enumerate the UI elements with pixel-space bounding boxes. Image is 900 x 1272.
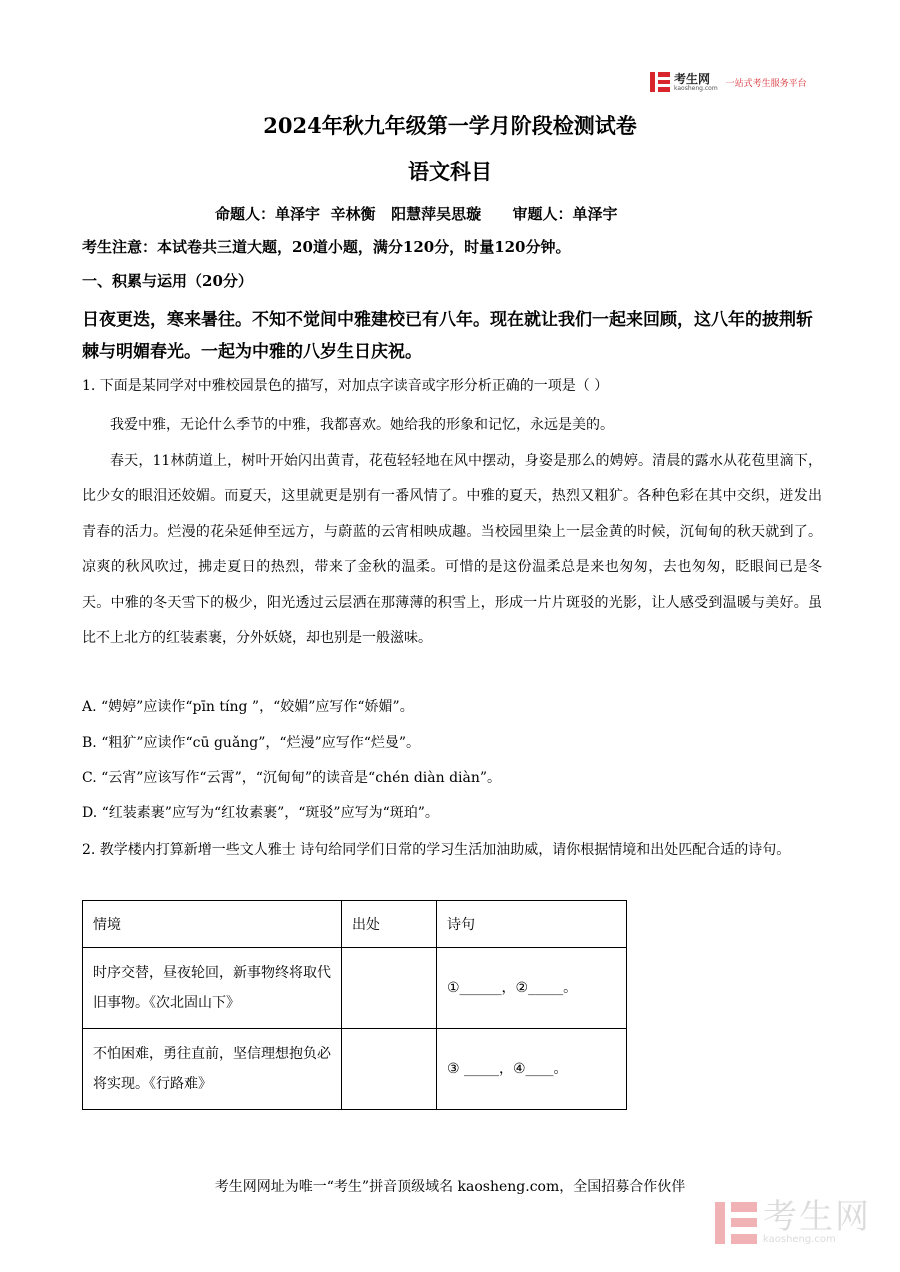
section-heading: 一、积累与运用（20分）	[82, 272, 253, 290]
header-source: 出处	[342, 901, 437, 948]
logo-domain: kaosheng.com	[674, 84, 718, 92]
passage-paragraph: 我爱中雅，无论什么季节的中雅，我都喜欢。她给我的形象和记忆，永远是美的。	[110, 417, 614, 433]
logo-slogan: 一站式考生服务平台	[725, 78, 807, 89]
intro-paragraph: 日夜更迭，寒来暑往。不知不觉间中雅建校已有八年。现在就让我们一起来回顾，这八年的披荆斩棘与明媚春光。一起为中雅的八岁生日庆祝。	[82, 310, 813, 362]
passage-paragraph: 春天，11林荫道上，树叶开始闪出黄青，花苞轻轻地在风中摆动，身姿是那么的娉婷。清晨的露水从花苞里滴下，比少女的眼泪还姣媚。而夏天，这里就更是别有一番风情了。中雅的夏天，热烈又粗犷。各种色彩在其中交织，迸发出青春的活力。烂漫的花朵延伸至远方，与蔚蓝的云宵相映成趣。当校园里染上一层金黄的时候，沉甸甸的秋天就到了。凉爽的秋风吹过，拂走夏日的热烈，带来了金秋的温柔。可惜的是这份温柔总是来也匆匆，去也匆匆，眨眼间已是冬天。中雅的冬天雪下的极少，阳光透过云层洒在那薄薄的积雪上，形成一片片斑驳的光影，让人感受到温暖与美好。虽比不上北方的红装素裹，分外妖娆，却也别是一般滋味。	[82, 452, 822, 646]
watermark	[715, 1197, 871, 1245]
authors-line: 命题人：单泽宇 辛林衡 阳慧萍吴思璇 审题人：单泽宇	[215, 205, 618, 223]
verse-cell[interactable]: ①______，②_____。	[437, 948, 627, 1029]
logo-name: 考生网	[674, 71, 711, 86]
table-header-row	[83, 901, 627, 948]
table-row	[83, 1029, 627, 1110]
watermark-logo-icon	[715, 1202, 757, 1244]
page-footer: 考生网网址为唯一“考生”拼音顶级域名 kaosheng.com，全国招募合作伙伴	[214, 1179, 686, 1195]
exam-title: 2024年秋九年级第一学月阶段检测试卷	[263, 113, 637, 138]
table-row	[83, 948, 627, 1029]
source-cell[interactable]	[342, 948, 437, 1029]
poem-table	[82, 900, 627, 1110]
logo-icon	[650, 72, 670, 92]
scene-cell: 不怕困难，勇往直前，坚信理想抱负必将实现。《行路难》	[83, 1029, 342, 1110]
subject-title: 语文科目	[408, 159, 492, 184]
watermark-domain: kaosheng.com	[763, 1234, 836, 1245]
option-a: A. “娉婷”应读作“pīn tíng ”，“姣媚”应写作“娇媚”。	[82, 699, 414, 715]
exam-notice: 考生注意：本试卷共三道大题，20道小题，满分120分，时量120分钟。	[82, 238, 571, 256]
site-logo	[650, 70, 807, 94]
question-1-passage	[82, 408, 822, 657]
verse-cell[interactable]: ③ _____，④____。	[437, 1029, 627, 1110]
option-b: B. “粗犷”应读作“cū guǎng”，“烂漫”应写作“烂曼”。	[82, 735, 421, 751]
watermark-name: 考生网	[763, 1197, 871, 1237]
question-2-stem: 2. 教学楼内打算新增一些文人雅士 诗句给同学们日常的学习生活加油助威，请你根据情境和出处匹配合适的诗句。	[82, 842, 791, 858]
header-scene: 情境	[83, 901, 342, 948]
option-d: D. “红装素裹”应写为“红妆素裹”，“斑驳”应写为“斑珀”。	[82, 805, 439, 821]
source-cell[interactable]	[342, 1029, 437, 1110]
question-1-stem: 1. 下面是某同学对中雅校园景色的描写，对加点字读音或字形分析正确的一项是（ ）	[82, 378, 609, 394]
header-verse: 诗句	[437, 901, 627, 948]
scene-cell: 时序交替，昼夜轮回，新事物终将取代旧事物。《次北固山下》	[83, 948, 342, 1029]
option-c: C. “云宵”应该写作“云霄”，“沉甸甸”的读音是“chén diàn diàn”。	[82, 770, 502, 786]
